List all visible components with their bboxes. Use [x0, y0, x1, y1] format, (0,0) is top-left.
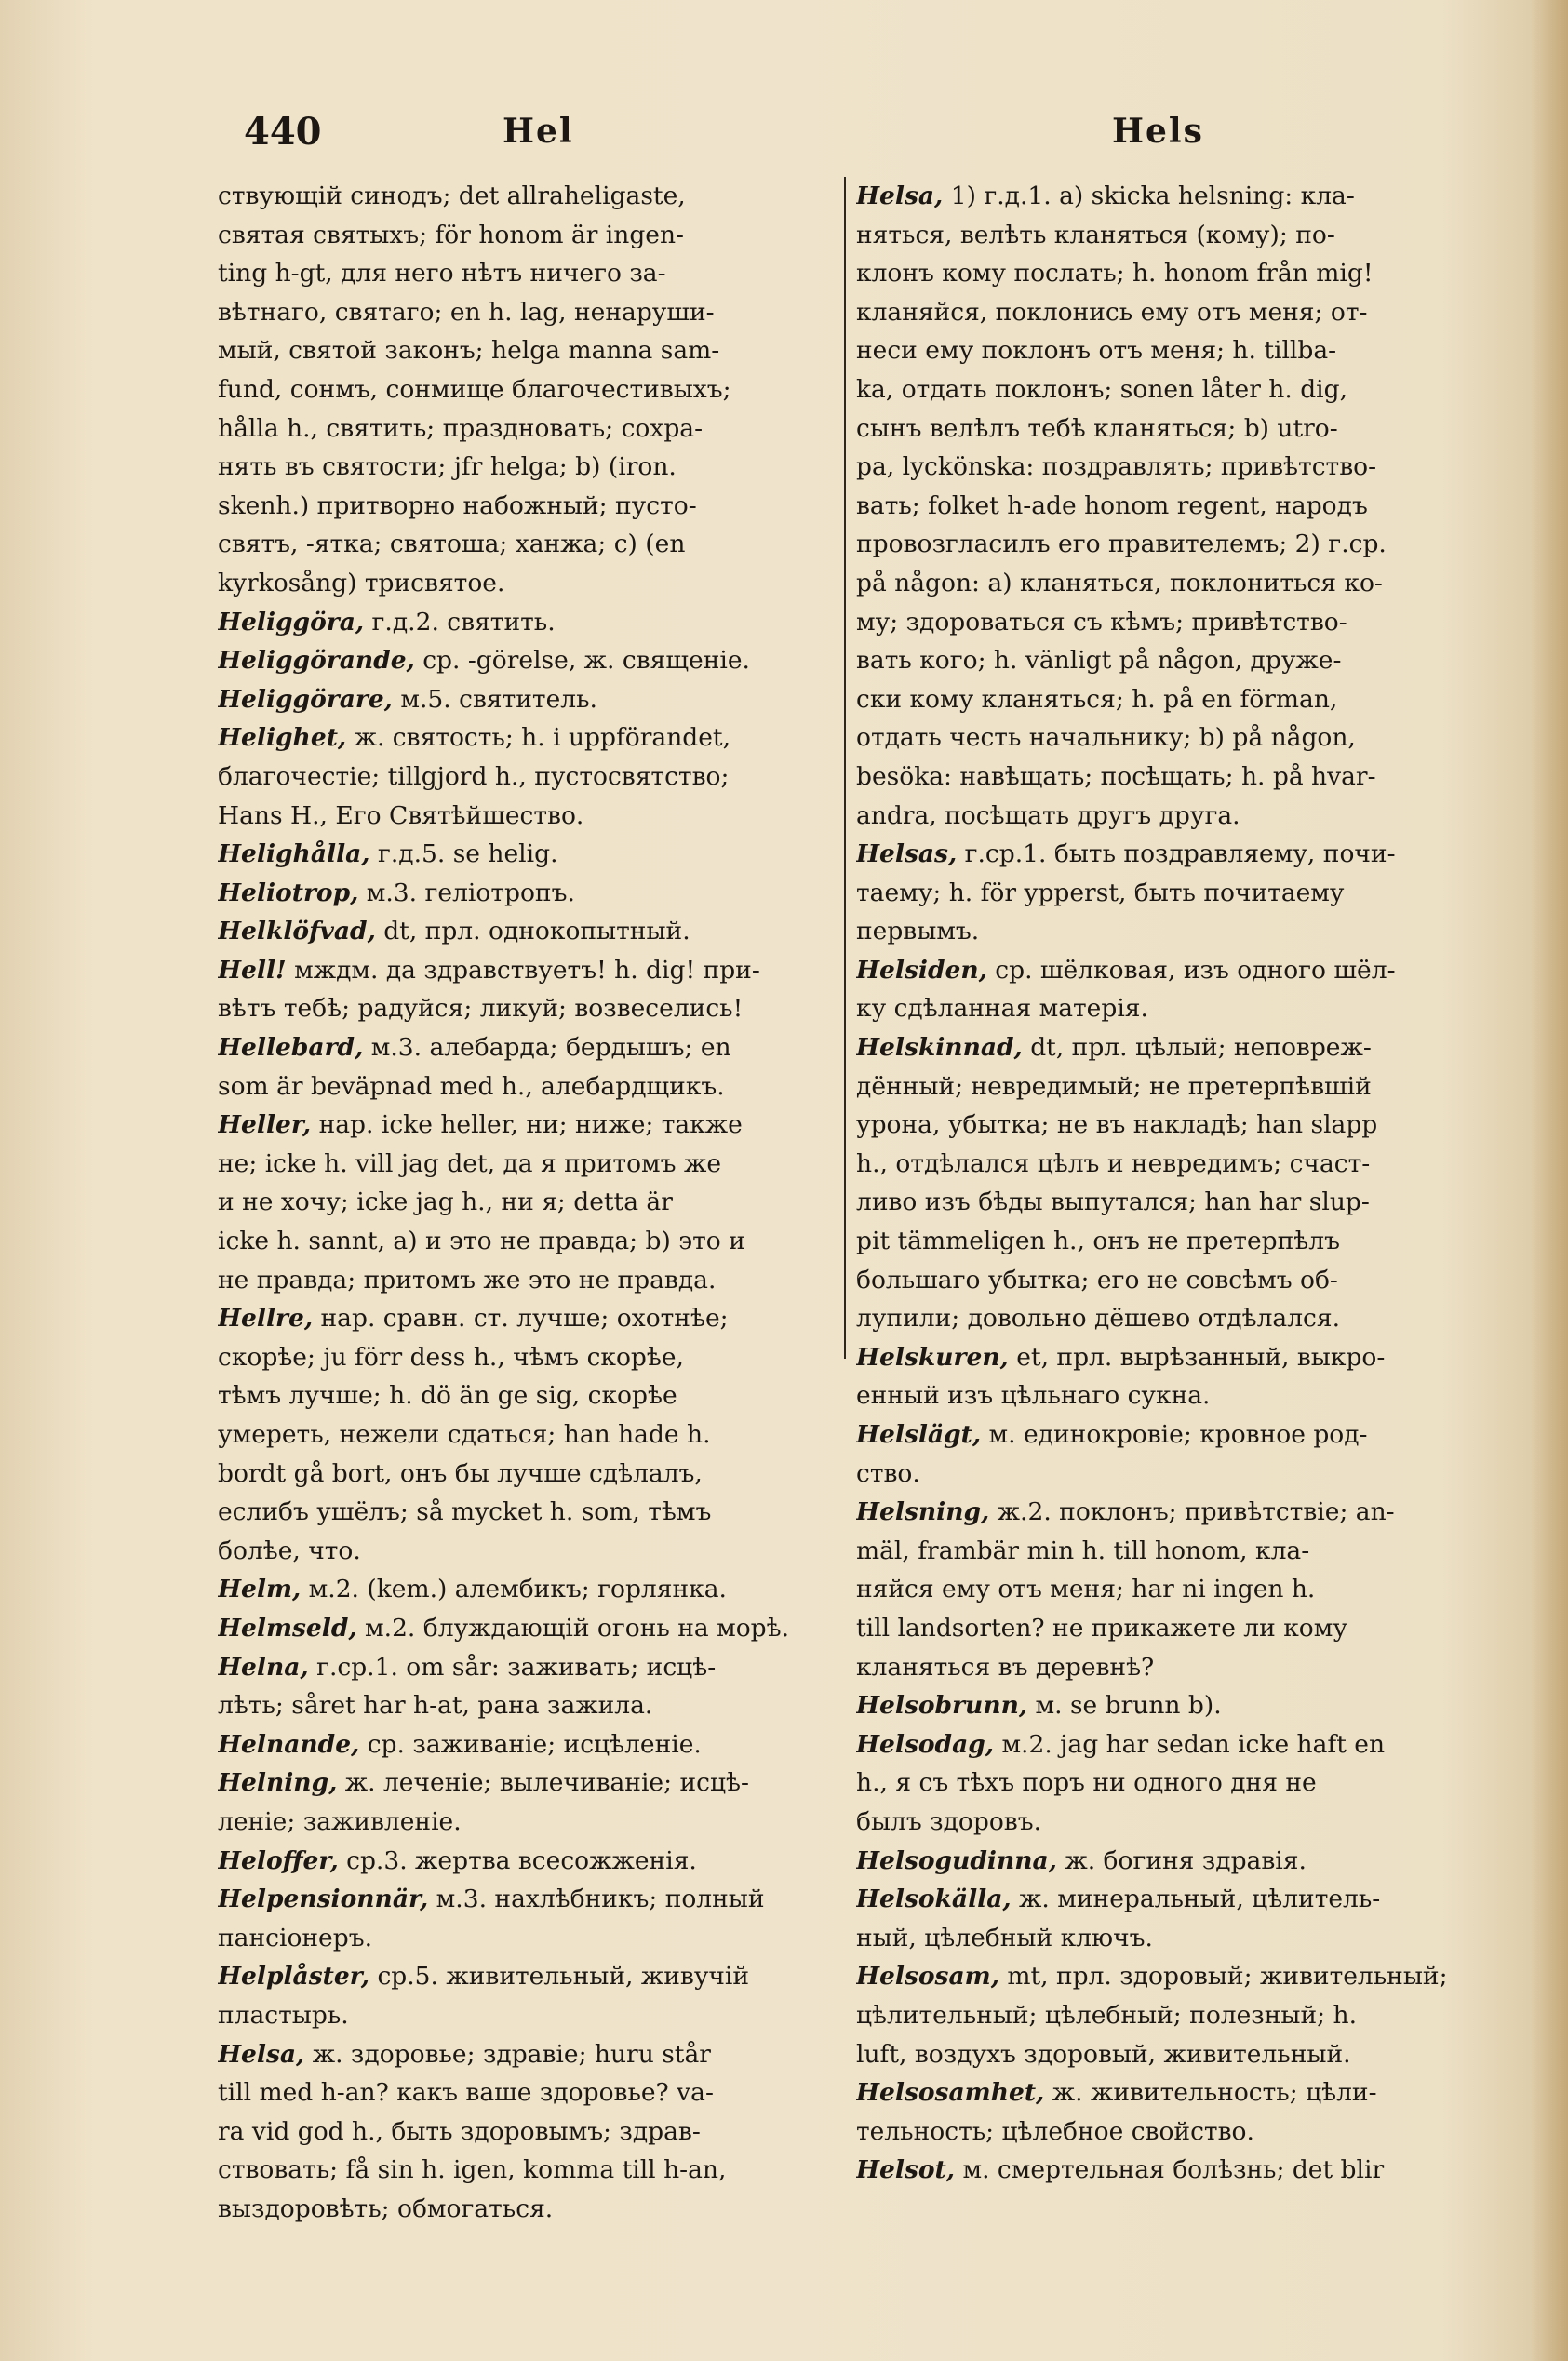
entry-text: пансіонеръ. — [218, 1923, 372, 1952]
text-line — [218, 680, 832, 719]
entry-text: вать; folket h-ade honom regent, народъ — [856, 490, 1368, 520]
text-line — [218, 177, 832, 216]
entry-text: святъ, -ятка; святоша; ханжа; c) (en — [218, 530, 686, 559]
entry-text: благочестіе; tillgjord h., пустосвятство; — [218, 761, 730, 791]
text-line — [856, 254, 1498, 293]
entry-text: умереть, нежели сдаться; han hade h. — [218, 1420, 711, 1449]
text-line — [218, 1957, 832, 1996]
headword: Helsobrunn, — [856, 1691, 1028, 1721]
text-line — [856, 1725, 1498, 1764]
entry-text: ka, отдать поклонъ; sonen låter h. dig, — [856, 374, 1348, 404]
entry-text: кланяться въ деревнѣ? — [856, 1652, 1155, 1682]
text-line — [856, 603, 1498, 642]
text-line — [218, 216, 832, 255]
text-line — [856, 2151, 1498, 2190]
entry-text: нар. сравн. ст. лучше; охотнѣе; — [313, 1304, 729, 1334]
text-line — [856, 1183, 1498, 1222]
text-line — [856, 564, 1498, 603]
headword: Helklöfvad, — [218, 917, 376, 946]
entry-text: dt, прл. однокопытный. — [375, 917, 690, 946]
headword: Helplåster, — [218, 1962, 370, 1992]
text-line — [856, 912, 1498, 951]
text-line — [856, 1493, 1498, 1532]
text-line — [856, 1648, 1498, 1687]
entry-text: pa, lyckönska: поздравлять; привѣтство- — [856, 452, 1377, 482]
entry-text: провозгласилъ его правителемъ; 2) г.ср. — [856, 530, 1387, 559]
entry-text: м.3. нахлѣбникъ; полный — [428, 1885, 765, 1914]
text-line — [856, 2113, 1498, 2152]
entry-text: дённый; невредимый; не претерпѣвшій — [856, 1071, 1372, 1101]
text-line — [856, 1609, 1498, 1648]
text-line — [856, 1880, 1498, 1919]
entry-text: på någon: a) кланяться, поклониться ко- — [856, 568, 1383, 597]
headword: Heloffer, — [218, 1845, 339, 1875]
text-line — [218, 641, 832, 680]
entry-text: енный изъ цѣльнаго сукна. — [856, 1381, 1211, 1411]
text-line — [218, 1067, 832, 1107]
text-line — [856, 216, 1498, 255]
text-line — [856, 1299, 1498, 1338]
running-head-right: Hels — [1112, 112, 1204, 151]
entry-text: клонъ кому послать; h. honom från mig! — [856, 259, 1374, 288]
entry-text: тѣмъ лучше; h. dö än ge sig, скорѣе — [218, 1381, 677, 1411]
text-line — [218, 2190, 832, 2229]
page-spine-shadow — [1531, 0, 1568, 2361]
text-line — [218, 2151, 832, 2190]
entry-text: г.ср.1. om sår: заживать; исцѣ- — [308, 1652, 717, 1682]
left-column — [218, 177, 832, 2228]
entry-text: м.5. святитель. — [392, 684, 597, 714]
headword: Helning, — [218, 1768, 338, 1798]
entry-text: ствовать; få sin h. igen, komma till h-an, — [218, 2155, 727, 2185]
text-line — [218, 2073, 832, 2113]
entry-text: вать кого; h. vänligt på någon, друже- — [856, 646, 1342, 676]
headword: Helskuren, — [856, 1342, 1009, 1372]
text-line — [218, 989, 832, 1028]
text-line — [218, 1415, 832, 1455]
entry-text: еслибъ ушёлъ; så mycket h. som, тѣмъ — [218, 1497, 712, 1527]
entry-text: скорѣе; ju förr dess h., чѣмъ скорѣе, — [218, 1342, 684, 1372]
text-line — [218, 835, 832, 874]
entry-text: ж. минеральный, цѣлитель- — [1011, 1885, 1381, 1914]
text-line — [218, 1376, 832, 1415]
text-line — [218, 448, 832, 487]
text-line — [218, 331, 832, 370]
entry-text: пластырь. — [218, 2000, 349, 2030]
text-line — [218, 1183, 832, 1222]
entry-text: лѣть; såret har h-at, рана зажила. — [218, 1691, 653, 1721]
text-line — [218, 564, 832, 603]
entry-text: выздоровѣть; обмогаться. — [218, 2193, 554, 2223]
entry-text: г.д.2. святить. — [364, 607, 556, 637]
text-line — [218, 254, 832, 293]
text-line — [856, 951, 1498, 990]
entry-text: му; здороваться съ кѣмъ; привѣтство- — [856, 607, 1347, 637]
text-line — [218, 1145, 832, 1184]
entry-text: kyrkosång) трисвятое. — [218, 568, 505, 597]
entry-text: ж.2. поклонъ; привѣтствіе; an- — [989, 1497, 1395, 1527]
entry-text: первымъ. — [856, 917, 980, 946]
headword: Helighet, — [218, 723, 347, 753]
text-line — [218, 487, 832, 526]
text-line — [218, 409, 832, 449]
entry-text: сынъ велѣлъ тебѣ кланяться; b) utro- — [856, 413, 1338, 443]
text-line — [218, 1570, 832, 1609]
text-line — [218, 1493, 832, 1532]
page-number: 440 — [244, 110, 322, 154]
entry-text: ср.5. живительный, живучій — [369, 1962, 750, 1992]
entry-text: som är beväpnad med h., алебардщикъ. — [218, 1071, 725, 1101]
headword: Helsning, — [856, 1497, 990, 1527]
text-line — [218, 1880, 832, 1919]
text-line — [218, 1299, 832, 1338]
headword: Hellebard, — [218, 1033, 364, 1063]
headword: Helsot, — [856, 2155, 956, 2185]
entry-text: кланяйся, поклонись ему отъ меня; от- — [856, 297, 1368, 327]
entry-text: м.2. блуждающій огонь на морѣ. — [356, 1613, 790, 1643]
entry-text: былъ здоровъ. — [856, 1806, 1042, 1836]
entry-text: pit tämmeligen h., онъ не претерпѣлъ — [856, 1227, 1340, 1256]
entry-text: h., отдѣлался цѣлъ и невредимъ; счаст- — [856, 1148, 1371, 1178]
headword: Heliotrop, — [218, 878, 359, 907]
text-line — [218, 797, 832, 836]
entry-text: болѣе, что. — [218, 1536, 361, 1565]
text-line — [856, 680, 1498, 719]
text-line — [218, 1842, 832, 1881]
headword: Helsokälla, — [856, 1885, 1012, 1914]
text-line — [218, 525, 832, 564]
text-line — [856, 1028, 1498, 1067]
headword: Helighålla, — [218, 839, 370, 869]
entry-text: besöka: навѣщать; посѣщать; h. på hvar- — [856, 761, 1376, 791]
entry-text: отдать честь начальнику; b) på någon, — [856, 723, 1356, 753]
entry-text: м. смертельная болѣзнь; det blir — [955, 2155, 1385, 2185]
text-line — [218, 1028, 832, 1067]
entry-text: bordt gå bort, онъ бы лучше сдѣлалъ, — [218, 1458, 703, 1488]
entry-text: и не хочу; icke jag h., ни я; detta är — [218, 1187, 673, 1217]
entry-text: ting h-gt, для него нѣтъ ничего за- — [218, 259, 666, 288]
entry-text: ср.3. жертва всесожженія. — [338, 1845, 697, 1875]
text-line — [218, 1222, 832, 1261]
headword: Heliggöra, — [218, 607, 365, 637]
text-line — [218, 874, 832, 913]
text-line — [856, 1455, 1498, 1494]
text-line — [856, 874, 1498, 913]
text-line — [856, 1338, 1498, 1377]
text-line — [218, 1609, 832, 1648]
headword: Helsas, — [856, 839, 958, 869]
entry-text: урона, убытка; не въ накладѣ; han slapp — [856, 1110, 1378, 1140]
text-line — [856, 1996, 1498, 2035]
headword: Helsosamhet, — [856, 2078, 1045, 2108]
text-line — [218, 1686, 832, 1725]
entry-text: няйся ему отъ меня; har ni ingen h. — [856, 1575, 1316, 1604]
entry-text: 1) г.д.1. a) skicka helsning: кла- — [943, 181, 1355, 210]
text-line — [856, 331, 1498, 370]
text-line — [218, 1532, 832, 1571]
entry-text: г.д.5. se helig. — [369, 839, 558, 869]
text-line — [218, 912, 832, 951]
entry-text: et, прл. вырѣзанный, выкро- — [1008, 1342, 1386, 1372]
text-line — [218, 1919, 832, 1958]
entry-text: dt, прл. цѣлый; неповреж- — [1022, 1033, 1372, 1063]
right-column — [856, 177, 1498, 2190]
headword: Helsiden, — [856, 955, 987, 985]
headword: Helsodag, — [856, 1729, 995, 1759]
entry-text: м.2. (kem.) алембикъ; горлянка. — [301, 1575, 727, 1604]
entry-text: нять въ святости; jfr helga; b) (iron. — [218, 452, 677, 482]
entry-text: мждм. да здравствуетъ! h. dig! при- — [286, 955, 760, 985]
entry-text: mt, прл. здоровый; живительный; — [998, 1962, 1448, 1992]
column-rule — [844, 177, 846, 1359]
entry-text: ж. богиня здравія. — [1056, 1845, 1307, 1875]
entry-text: святая святыхъ; för honom är ingen- — [218, 220, 685, 249]
entry-text: лупили; довольно дёшево отдѣлался. — [856, 1304, 1341, 1334]
entry-text: м. единокровіе; кровное род- — [981, 1420, 1368, 1449]
entry-text: ж. леченіе; вылечиваніе; исцѣ- — [337, 1768, 749, 1798]
entry-text: Hans H., Его Святѣйшество. — [218, 800, 584, 830]
entry-text: ra vid god h., быть здоровымъ; здрав- — [218, 2116, 701, 2146]
text-line — [218, 1338, 832, 1377]
page-header — [0, 110, 1568, 166]
text-line — [218, 1106, 832, 1145]
headword: Helsa, — [856, 181, 944, 210]
entry-text: не; icke h. vill jag det, да я притомъ же — [218, 1148, 721, 1178]
headword: Helnande, — [218, 1729, 360, 1759]
text-line — [218, 1455, 832, 1494]
text-line — [856, 1376, 1498, 1415]
text-line — [218, 1648, 832, 1687]
entry-text: mäl, frambär min h. till honom, кла- — [856, 1536, 1310, 1565]
headword: Helskinnad, — [856, 1033, 1023, 1063]
text-line — [856, 1222, 1498, 1261]
entry-text: till landsorten? не прикажете ли кому — [856, 1613, 1347, 1643]
text-line — [856, 1686, 1498, 1725]
entry-text: till med h-an? какъ ваше здоровье? va- — [218, 2078, 714, 2108]
text-line — [856, 1570, 1498, 1609]
entry-text: ср. шёлковая, изъ одного шёл- — [986, 955, 1396, 985]
text-line — [856, 1842, 1498, 1881]
headword: Hellre, — [218, 1304, 314, 1334]
text-line — [218, 1261, 832, 1300]
text-line — [856, 835, 1498, 874]
text-line — [856, 1957, 1498, 1996]
entry-text: вѣтъ тебѣ; радуйся; ликуй; возвеселись! — [218, 994, 744, 1024]
entry-text: ж. здоровье; здравіе; huru står — [304, 2039, 711, 2069]
text-line — [856, 641, 1498, 680]
entry-text: skenh.) притворно набожный; пусто- — [218, 490, 697, 520]
headword: Helna, — [218, 1652, 309, 1682]
text-line — [856, 758, 1498, 797]
headword: Heller, — [218, 1110, 312, 1140]
text-line — [856, 718, 1498, 758]
entry-text: ный, цѣлебный ключъ. — [856, 1923, 1153, 1952]
text-line — [218, 370, 832, 409]
entry-text: м. se brunn b). — [1027, 1691, 1222, 1721]
text-line — [218, 1725, 832, 1764]
text-line — [218, 1803, 832, 1842]
entry-text: м.3. геліотропъ. — [358, 878, 575, 907]
text-line — [856, 487, 1498, 526]
text-line — [856, 1145, 1498, 1184]
text-line — [218, 2113, 832, 2152]
headword: Heliggörande, — [218, 646, 415, 676]
entry-text: цѣлительный; цѣлебный; полезный; h. — [856, 2000, 1357, 2030]
entry-text: м.3. алебарда; бердышъ; en — [363, 1033, 731, 1063]
entry-text: г.ср.1. быть поздравляему, почи- — [957, 839, 1396, 869]
entry-text: большаго убытка; его не совсѣмъ об- — [856, 1265, 1338, 1295]
entry-text: icke h. sannt, a) и это не правда; b) это и — [218, 1227, 745, 1256]
text-line — [856, 177, 1498, 216]
text-line — [856, 1067, 1498, 1107]
entry-text: таему; h. för ypperst, быть почитаему — [856, 878, 1345, 907]
headword: Helsogudinna, — [856, 1845, 1057, 1875]
text-line — [856, 448, 1498, 487]
entry-text: мый, святой законъ; helga manna sam- — [218, 336, 720, 366]
entry-text: andra, посѣщать другъ друга. — [856, 800, 1240, 830]
entry-text: hålla h., святить; праздновать; сохра- — [218, 413, 704, 443]
entry-text: h., я съ тѣхъ поръ ни одного дня не — [856, 1768, 1317, 1798]
text-line — [856, 1919, 1498, 1958]
text-line — [218, 603, 832, 642]
entry-text: ж. живительность; цѣли- — [1044, 2078, 1377, 2108]
entry-text: ство. — [856, 1458, 920, 1488]
text-line — [856, 989, 1498, 1028]
entry-text: ср. заживаніе; исцѣленіе. — [359, 1729, 702, 1759]
headword: Helslägt, — [856, 1420, 982, 1449]
text-line — [856, 370, 1498, 409]
entry-text: ствующій синодъ; det allraheligaste, — [218, 181, 686, 210]
entry-text: ср. -görelse, ж. священіе. — [414, 646, 750, 676]
text-line — [218, 718, 832, 758]
headword: Helsa, — [218, 2039, 305, 2069]
text-line — [856, 1532, 1498, 1571]
text-line — [856, 797, 1498, 836]
entry-text: м.2. jag har sedan icke haft en — [994, 1729, 1386, 1759]
entry-text: вѣтнаго, святаго; en h. lag, ненаруши- — [218, 297, 715, 327]
text-line — [856, 525, 1498, 564]
entry-text: ски кому кланяться; h. på en förman, — [856, 684, 1338, 714]
entry-text: леніе; заживленіе. — [218, 1806, 462, 1836]
text-line — [218, 1764, 832, 1803]
headword: Helsosam, — [856, 1962, 999, 1992]
text-line — [218, 758, 832, 797]
headword: Hell! — [218, 955, 287, 985]
headword: Heliggörare, — [218, 684, 393, 714]
entry-text: fund, сонмъ, сонмище благочестивыхъ; — [218, 374, 731, 404]
text-line — [218, 2035, 832, 2074]
text-line — [856, 2073, 1498, 2113]
text-line — [856, 2035, 1498, 2074]
entry-text: ку сдѣланная матерія. — [856, 994, 1148, 1024]
running-head-left: Hel — [503, 112, 574, 151]
text-line — [856, 409, 1498, 449]
text-line — [856, 1106, 1498, 1145]
headword: Helm, — [218, 1575, 302, 1604]
text-line — [218, 293, 832, 332]
entry-text: нар. icke heller, ни; ниже; также — [311, 1110, 743, 1140]
headword: Helmseld, — [218, 1613, 357, 1643]
entry-text: няться, велѣть кланяться (кому); по- — [856, 220, 1335, 249]
entry-text: ж. святость; h. i uppförandet, — [346, 723, 731, 753]
text-line — [856, 1803, 1498, 1842]
text-line — [218, 1996, 832, 2035]
text-line — [856, 293, 1498, 332]
entry-text: неси ему поклонъ отъ меня; h. tillba- — [856, 336, 1337, 366]
text-line — [856, 1415, 1498, 1455]
entry-text: luft, воздухъ здоровый, живительный. — [856, 2039, 1351, 2069]
entry-text: не правда; притомъ же это не правда. — [218, 1265, 717, 1295]
headword: Helpensionnär, — [218, 1885, 429, 1914]
entry-text: тельность; цѣлебное свойство. — [856, 2116, 1254, 2146]
text-line — [218, 951, 832, 990]
entry-text: ливо изъ бѣды выпутался; han har slup- — [856, 1187, 1370, 1217]
text-line — [856, 1764, 1498, 1803]
text-line — [856, 1261, 1498, 1300]
